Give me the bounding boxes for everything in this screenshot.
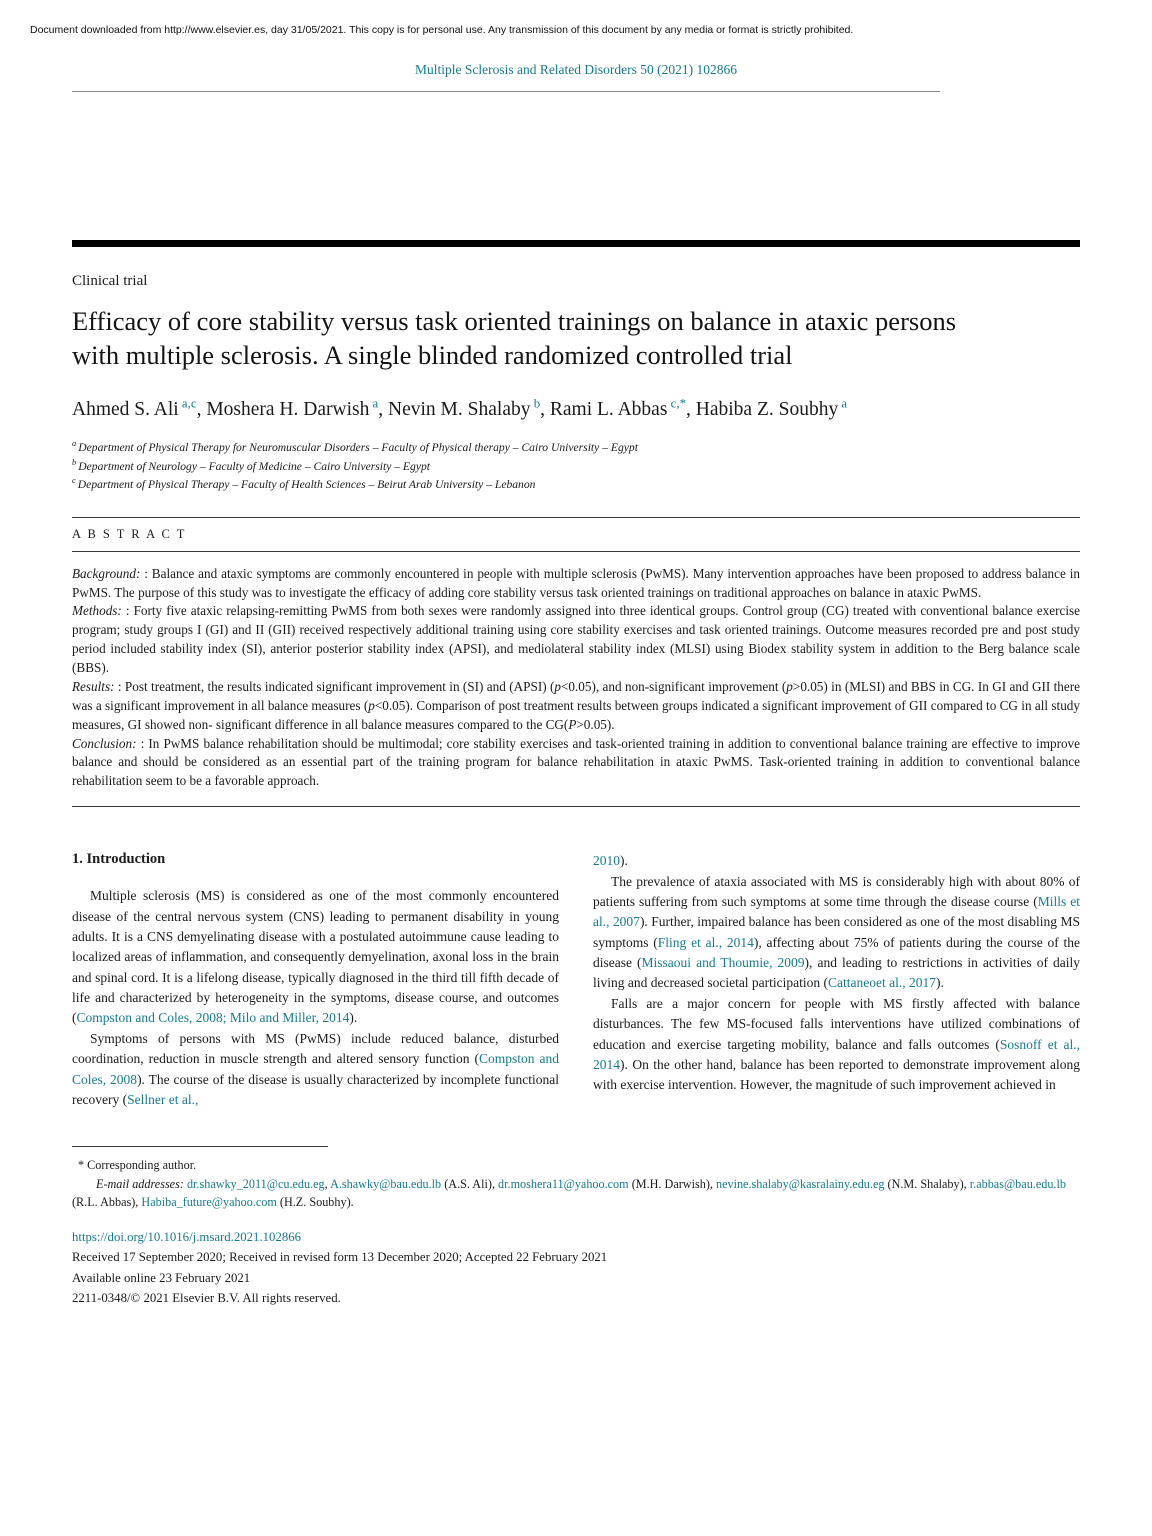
received-dates: Received 17 September 2020; Received in revised form 13 December 2020; Accepted 22 February 2021 [72, 1250, 608, 1265]
citation-link[interactable]: dr.shawky_2011@cu.edu.eg [186, 1176, 325, 1191]
journal-reference[interactable]: Multiple Sclerosis and Related Disorders 50 (2021) 102866 [414, 62, 738, 77]
text-segment: Department of Neurology – Faculty of Medicine – Cairo University – Egypt [78, 459, 430, 473]
abstract-paragraph-results [72, 678, 1080, 735]
abstract-paragraph-background [72, 565, 1080, 603]
column-right [593, 851, 1080, 1110]
publication-info [72, 1227, 1080, 1308]
citation-link[interactable]: Habiba_future@yahoo.com [141, 1194, 277, 1209]
footnote-block [72, 1146, 1080, 1211]
citation-link[interactable]: Missaoui and Thoumie, 2009 [641, 955, 805, 971]
text-segment: Department of Physical Therapy – Faculty of Health Sciences – Beirut Arab University – Lebanon [77, 478, 536, 492]
citation-link[interactable]: A.shawky@bau.edu.lb [330, 1176, 442, 1191]
text-segment: c,* [667, 396, 687, 411]
text-segment: , Rami L. Abbas [540, 398, 668, 420]
text-segment: The prevalence of ataxia associated with MS is considerably high with about 80% of patients suffering from such symptoms at some time through the disease course ( [593, 873, 1080, 909]
citation-link[interactable]: Cattaneoet al., 2017 [828, 975, 936, 991]
text-segment: ). [620, 853, 628, 869]
citation-link[interactable]: Fling et al., 2014 [657, 934, 754, 950]
text-segment: Symptoms of persons with MS (PwMS) include reduced balance, disturbed coordination, reduction in muscle strength and altered sensory function ( [72, 1030, 559, 1067]
text-segment: p [554, 678, 561, 694]
article-type-label: Clinical trial [72, 273, 148, 289]
text-segment: ). The course of the disease is usually characterized by incomplete functional recovery ( [72, 1071, 559, 1107]
paragraph [72, 886, 559, 1029]
text-segment: >0.05). [576, 716, 615, 732]
paragraph [593, 851, 1080, 871]
text-segment: , Habiba Z. Soubhy [686, 398, 839, 420]
abstract-paragraph-methods [72, 602, 1080, 678]
doi-link[interactable]: https://doi.org/10.1016/j.msard.2021.102866 [72, 1230, 302, 1245]
text-segment: <0.05), and non-significant improvement ( [560, 678, 787, 694]
text-segment: ). On the other hand, balance has been reported to demonstrate improvement along with exercise intervention. However, the magnitude of such improvement achieved in [593, 1056, 1080, 1093]
text-segment: a,c [178, 396, 197, 411]
abstract-mid-rule [72, 551, 1080, 552]
text-segment: E-mail addresses: [96, 1176, 187, 1191]
text-segment: : In PwMS balance rehabilitation should be multimodal; core stability exercises and task-oriented training in addition to conventional balance training are effective to improve balance and should be considered as an essential part of the training program for balance rehabilitation in ataxic PwMS. Task-oriented training in addition to conventional balance rehabilitation seem to be a favorable approach. [72, 735, 1080, 789]
affiliation-b [72, 458, 1080, 477]
text-segment: b [530, 396, 541, 411]
text-segment: Multiple sclerosis (MS) is considered as one of the most commonly encountered disease of the central nervous system (CNS) leading to permanent disability in young adults. It is a CNS demyelinating disease with a postulated autoimmune cause leading to localized areas of inflammation, and consequently demyelination, axonal loss in the brain and spinal cord. It is a lifelong disease, typically diagnosed in the third till fifth decade of life and characterized by heterogeneity in the symptoms, disease course, and outcomes ( [72, 888, 559, 1026]
affiliations [72, 439, 1080, 495]
journal-banner-placeholder [72, 92, 1080, 240]
citation-link[interactable]: Sosnoff et al., 2014 [593, 1036, 1080, 1072]
corresponding-author-note: * Corresponding author. [78, 1158, 197, 1173]
text-segment: a [838, 396, 848, 411]
text-segment: , [324, 1176, 331, 1191]
text-segment: Methods: [72, 603, 122, 619]
text-segment: Results: [72, 678, 115, 694]
article-title: Efficacy of core stability versus task oriented trainings on balance in ataxic persons with multiple sclerosis. A single blinded randomized controlled trial [72, 306, 957, 370]
text-segment: p [368, 697, 375, 713]
text-segment: Falls are a major concern for people with MS firstly affected with balance disturbances. The few MS-focused falls interventions have utilized combinations of education and exercise targeting mobility, balance and falls outcomes ( [593, 995, 1080, 1052]
abstract-body [72, 565, 1080, 792]
text-segment: ). [936, 975, 944, 991]
text-segment: (N.M. Shalaby), [884, 1176, 970, 1191]
affiliation-c [72, 476, 1080, 495]
paragraph [593, 872, 1080, 994]
email-addresses [72, 1175, 1080, 1212]
body-columns [72, 851, 1080, 1110]
abstract-paragraph-conclusion [72, 735, 1080, 792]
affiliation-a [72, 439, 1080, 458]
text-segment: Ahmed S. Ali [72, 398, 179, 420]
text-segment: ), affecting about 75% of patients during the course of the disease ( [593, 934, 1080, 971]
text-segment: a [72, 439, 79, 449]
abstract-section [72, 517, 1080, 808]
header-black-bar [72, 240, 1080, 247]
citation-link[interactable]: Sellner et al., [127, 1091, 199, 1107]
citation-link[interactable]: 2010 [593, 853, 620, 869]
abstract-top-rule [72, 517, 1080, 518]
text-segment: Department of Physical Therapy for Neuromuscular Disorders – Faculty of Physical therapy – Cairo University – Egypt [78, 441, 638, 455]
citation-link[interactable]: Compston and Coles, 2008 [72, 1051, 559, 1087]
text-segment: P [568, 716, 577, 732]
citation-link[interactable]: dr.moshera11@yahoo.com [498, 1176, 629, 1191]
download-disclaimer: Document downloaded from http://www.elsevier.es, day 31/05/2021. This copy is for personal use. Any transmission of this document by any media or format is strictly prohibited. [30, 24, 854, 36]
text-segment: ). Further, impaired balance has been considered as one of the most disabling MS symptoms ( [593, 914, 1080, 950]
text-segment: , Moshera H. Darwish [196, 398, 370, 420]
citation-link[interactable]: r.abbas@bau.edu.lb [969, 1176, 1066, 1191]
text-segment: : Post treatment, the results indicated significant improvement in (SI) and (APSI) ( [114, 678, 555, 694]
author-list [72, 396, 902, 424]
text-segment: a [369, 396, 379, 411]
text-segment: Conclusion: [72, 735, 137, 751]
text-segment: (A.S. Ali), [441, 1176, 499, 1191]
text-segment: : Balance and ataxic symptoms are commonly encountered in people with multiple sclerosis (PwMS). Many intervention approaches have been proposed to address balance in PwMS. The purpose of this study was to investigate the efficacy of adding core stability versus task oriented trainings on traditional approaches on balance in ataxic PwMS. [72, 565, 1080, 600]
text-segment: (R.L. Abbas), [72, 1194, 142, 1209]
text-segment: ). [349, 1010, 358, 1026]
paragraph [72, 1029, 559, 1111]
text-segment: p [786, 678, 793, 694]
text-segment: ), and leading to restrictions in activities of daily living and decreased societal participation ( [593, 955, 1080, 991]
column-left [72, 851, 559, 1110]
abstract-heading: A B S T R A C T [72, 526, 187, 541]
text-segment: c [72, 476, 78, 486]
text-segment: >0.05) in (MLSI) and BBS in CG. In GI and GII there was a significant improvement in all balance measures ( [72, 678, 1080, 713]
citation-link[interactable]: Compston and Coles, 2008; Milo and Miller, 2014 [76, 1010, 350, 1026]
text-segment: : Forty five ataxic relapsing-remitting PwMS from both sexes were randomly assigned into three identical groups. Control group (CG) treated with conventional balance exercise program; study groups I (GI) and II (GII) received respectively additional training using core stability exercises and task oriented trainings. Outcome measures recorded pre and post study period included stability index (SI), anterior posterior stability index (APSI), and mediolateral stability index (MLSI) using Biodex stability system in addition to the Berg balance scale (BBS). [72, 603, 1080, 676]
citation-link[interactable]: Mills et al., 2007 [593, 893, 1080, 930]
section-heading-introduction: 1. Introduction [72, 851, 166, 868]
available-online: Available online 23 February 2021 [72, 1270, 251, 1285]
abstract-bottom-rule [72, 806, 1080, 807]
footnote-rule [72, 1146, 328, 1147]
text-segment: (M.H. Darwish), [628, 1176, 716, 1191]
text-segment: (H.Z. Soubhy). [276, 1194, 354, 1209]
citation-link[interactable]: nevine.shalaby@kasralainy.edu.eg [715, 1176, 885, 1191]
text-segment: b [72, 457, 79, 467]
copyright-line: 2211-0348/© 2021 Elsevier B.V. All rights reserved. [72, 1290, 341, 1305]
text-segment: , Nevin M. Shalaby [378, 398, 531, 420]
text-segment: Background: [72, 565, 141, 581]
text-segment: <0.05). Comparison of post treatment results between groups indicated a significant improvement of GII compared to CG in all study measures, GI showed non- significant difference in all balance measures compared to the CG( [72, 697, 1080, 732]
paragraph [593, 994, 1080, 1096]
